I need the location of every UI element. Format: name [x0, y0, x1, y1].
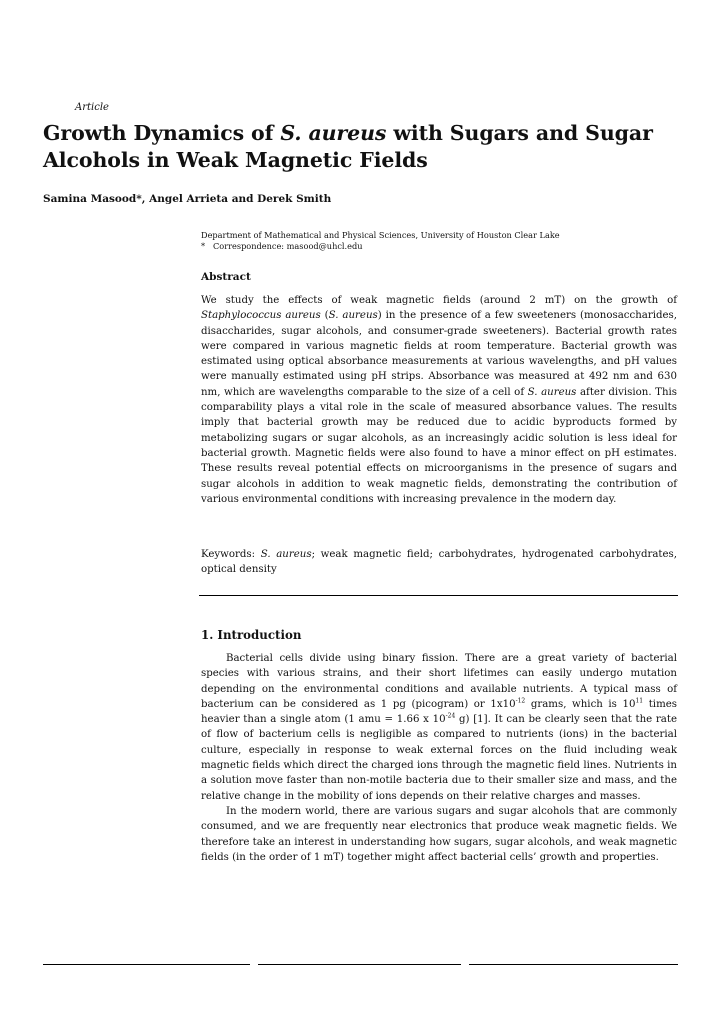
title-part-1: Growth Dynamics of [43, 121, 281, 145]
footer-rule-left [43, 964, 250, 965]
keywords-italic: S. aureus [260, 549, 312, 560]
affiliation-block [201, 230, 681, 252]
article-type-label: Article [75, 102, 109, 113]
author-list: Samina Masood*, Angel Arrieta and Derek Smith [43, 193, 332, 205]
keywords-line [201, 547, 677, 578]
abstract-heading: Abstract [201, 271, 251, 283]
affiliation-department: Department of Mathematical and Physical Sciences, University of Houston Clear Lake [201, 230, 560, 240]
keywords-label: Keywords: [201, 549, 261, 560]
section-divider [199, 595, 678, 596]
footer-rule-middle [258, 964, 461, 965]
paper-title [43, 120, 693, 174]
introduction-paragraph-1: Bacterial cells divide using binary fission. There are a great variety of bacterial species with various strains, and their short lifetimes can easily undergo mutation depending on the environmental conditions and available nutrients. A typical mass of bacterium can be considered as 1 pg (picogram) or $1x10^{-12}$ grams, which is $10^{11}$ times heavier than a single atom (1 amu = 1.66 x $10^{-24}$ g) [1]. It can be clearly seen that the rate of flow of bacterium cells is negligible as compared to nutrients (ions) in the bacterial culture, especially in response to weak external forces on the fluid including weak magnetic fields which direct the charged ions through the magnetic field lines. Nutrients in a solution move faster than non-motile bacteria due to their smaller size and mass, and the relative change in the mobility of ions depends on their relative charges and masses. [201, 653, 677, 802]
introduction-paragraph-2: In the modern world, there are various sugars and sugar alcohols that are commonly consumed, and we are frequently near electronics that produce weak magnetic fields. We therefore take an interest in understanding how sugars, sugar alcohols, and weak magnetic fields (in the order of 1 mT) together might affect bacterial cells’ growth and properties. [201, 805, 677, 863]
correspondence-star: * [201, 241, 206, 251]
title-part-2: with Sugars and Sugar Alcohols in Weak Magnetic Fields [43, 121, 653, 172]
title-italic-species: S. aureus [280, 121, 387, 145]
correspondence-line [201, 241, 681, 252]
introduction-body [201, 651, 677, 865]
abstract-text: We study the effects of weak magnetic fields (around 2 mT) on the growth of Staphylococcus aureus (S. aureus) in the presence of a few sweeteners (monosaccharides, disaccharides, sugar alcohols, and consumer-grade sweeteners). Bacterial growth rates were compared in various magnetic fields at room temperature. Bacterial growth was estimated using optical absorbance measurements at various wavelengths, and pH values were manually estimated using pH strips. Absorbance was measured at 492 nm and 630 nm, which are wavelengths comparable to the size of a cell of S. aureus after division. This comparability plays a vital role in the scale of measured absorbance values. The results imply that bacterial growth may be reduced due to acidic byproducts formed by metabolizing sugars or sugar alcohols, as an increasingly acidic solution is less ideal for bacterial growth. Magnetic fields were also found to have a minor effect on pH estimates. These results reveal potential effects on microorganisms in the presence of sugars and sugar alcohols in addition to weak magnetic fields, demonstrating the contribution of various environmental conditions with increasing prevalence in the modern day. [201, 295, 678, 505]
introduction-heading: 1. Introduction [201, 628, 302, 642]
correspondence-email: Correspondence: masood@uhcl.edu [213, 241, 363, 251]
keywords-rest: ; weak magnetic field; carbohydrates, hydrogenated carbohydrates, optical density [201, 549, 677, 576]
footer-rule-right [469, 964, 678, 965]
